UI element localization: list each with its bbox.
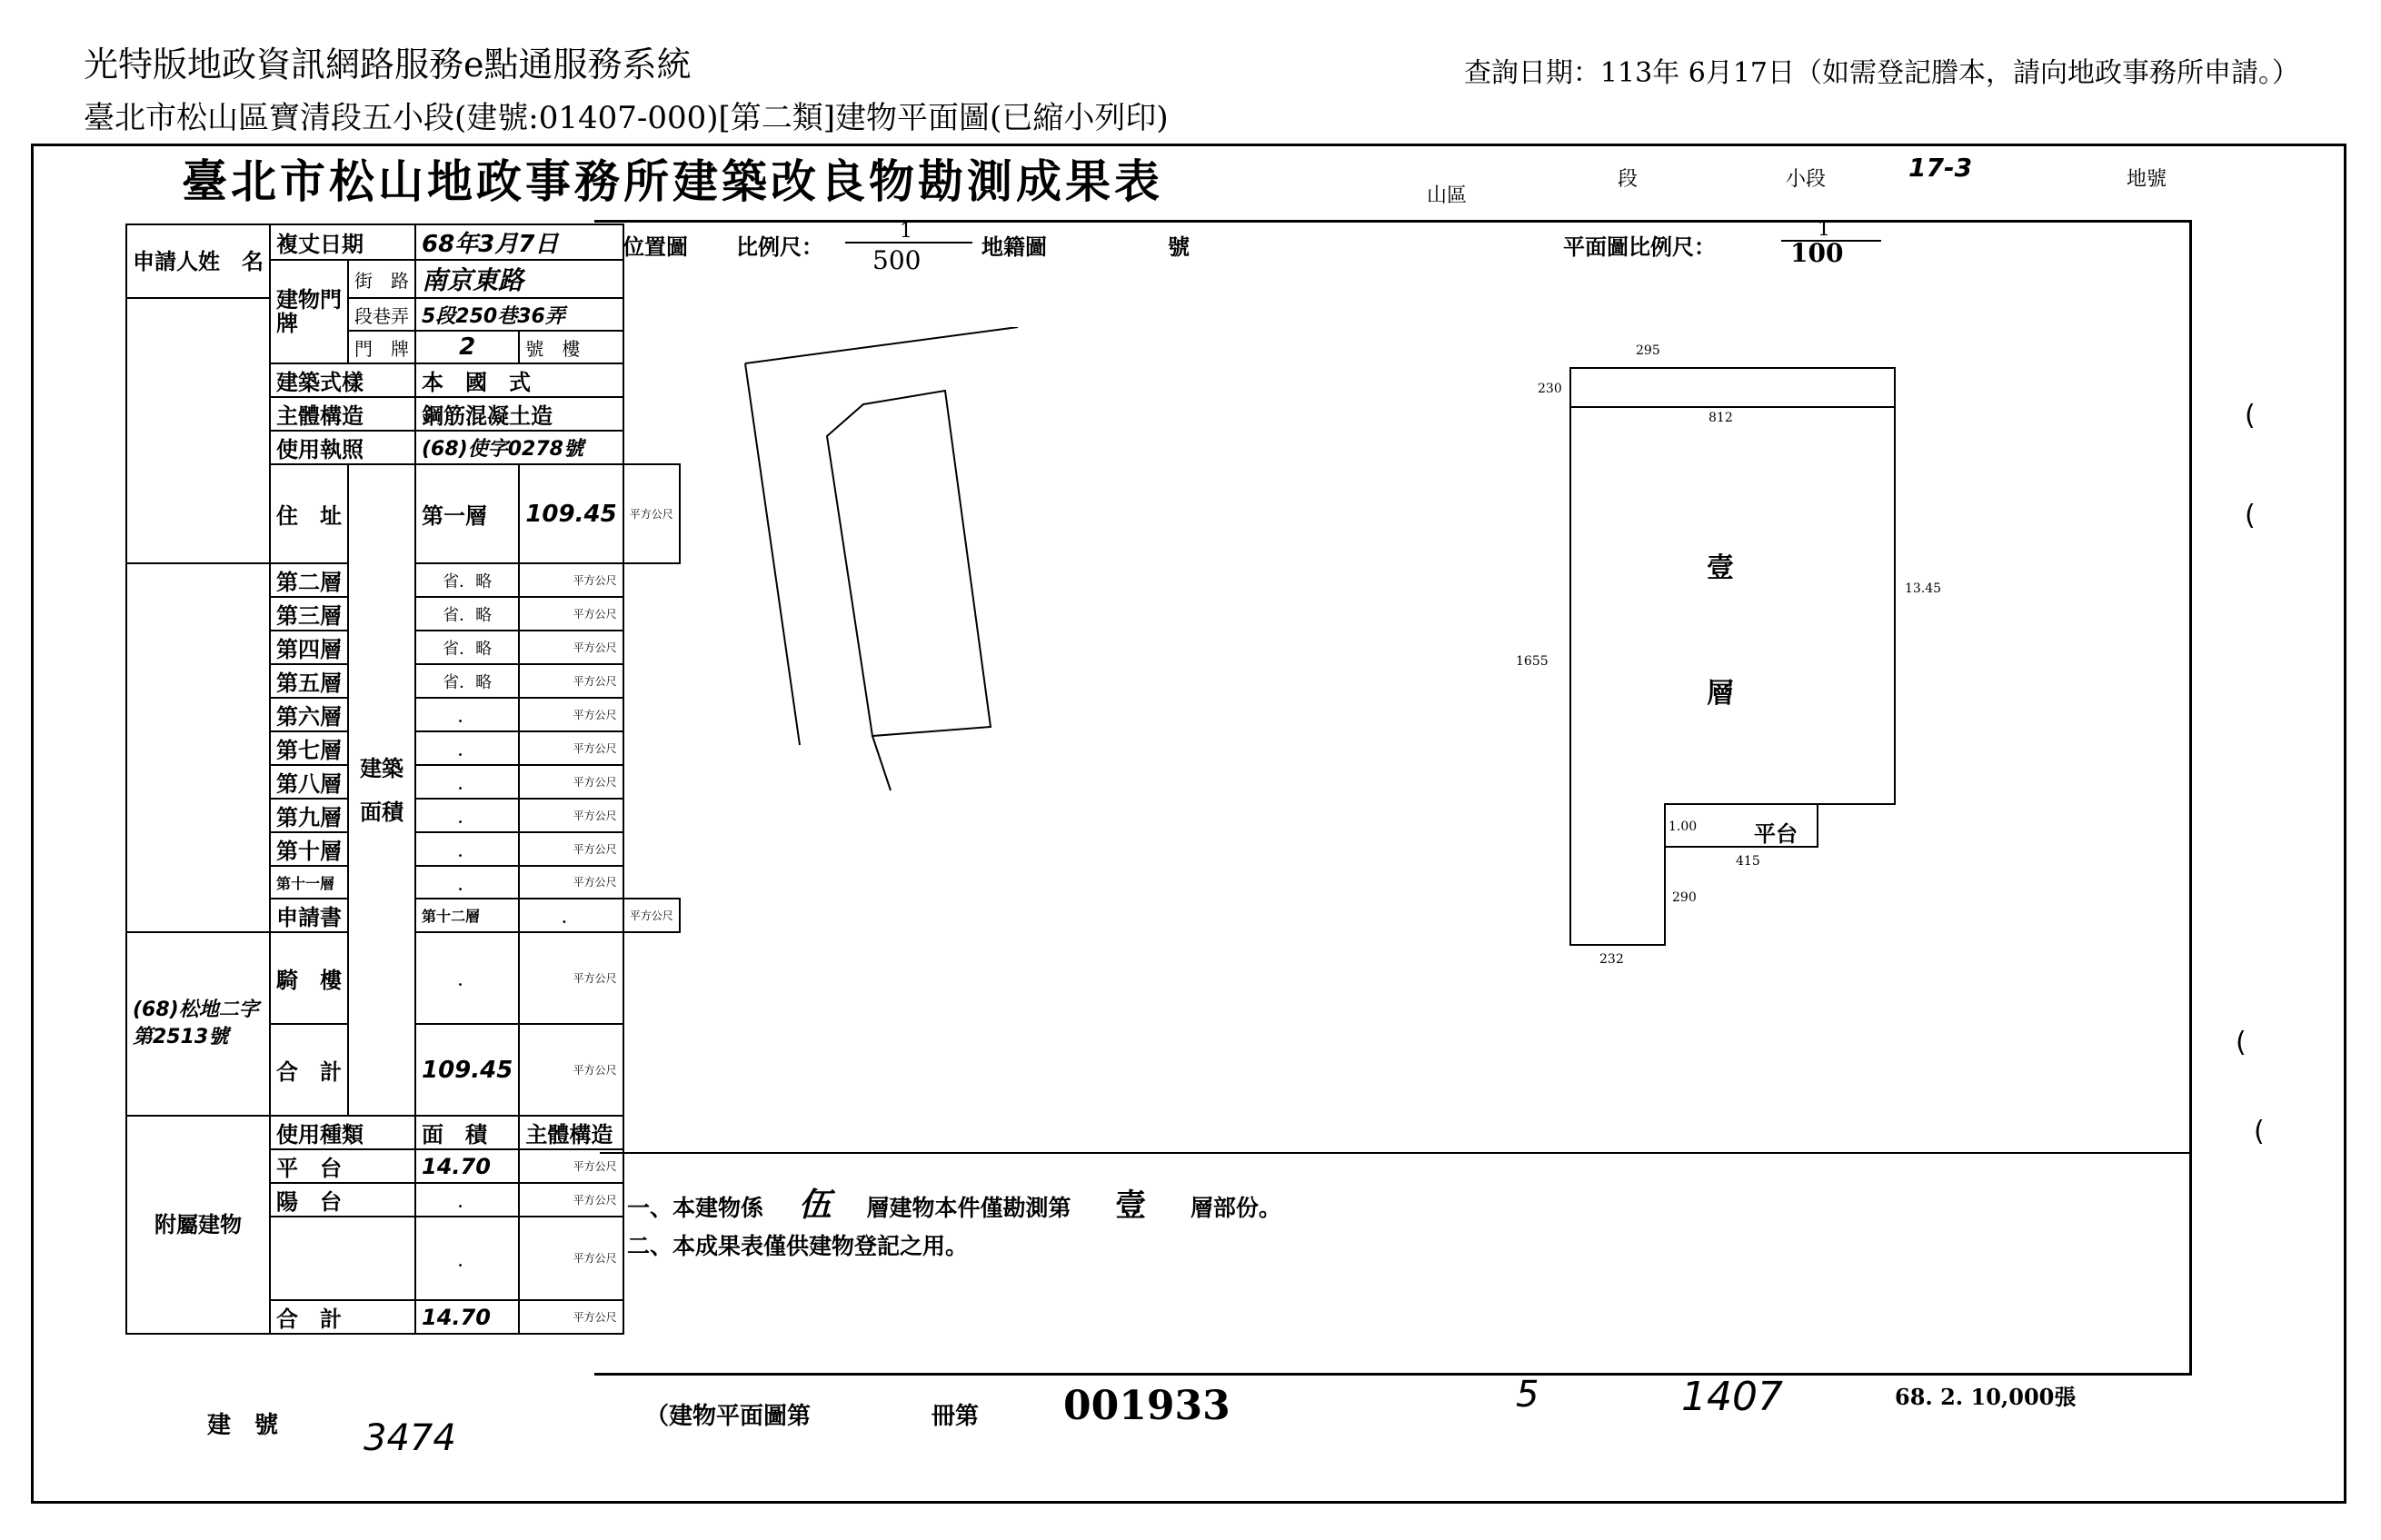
floor-1-label: 第一層 xyxy=(415,464,519,563)
location-scale-label: 比例尺： xyxy=(736,233,823,260)
area-label: 建築面積 xyxy=(348,464,415,1116)
note-1-floors: 伍 xyxy=(798,1187,832,1224)
survey-table: 申請人姓 名 複丈日期 68年3月7日 建物門牌 街 路 南京東路 段巷弄 5段250巷36弄 門 牌 2 號 樓 建築式樣 本 國 式 主體構造 鋼筋混凝土造 使用執照 (68)使字0278號 住 址 建築面積 第一層 109.45 平方公尺 第二層 省．略 平方公尺 第三層 省．略 平方公尺 第四層 省．略 平方公尺 第五層 省．略 平方公尺 第六層 ． 平方公尺 第七層 ． 平方公尺 第八層 ． 平方公尺 第九層 ． 平方公尺 第十層 ． 平方公尺 第十一層 ． 平方公尺 申請書 第十二層 ． 平方公尺 (68)松地二字第2513號 騎 樓 ． 平方公尺 合 計 109.45 平方公尺 附屬建物 使用種類 面 積 主體構造 平 台 14.70 平方公尺 陽 台 ． 平方公尺 ． 平方公尺 合 計 14.70 平方公尺 xyxy=(125,224,681,1335)
floor-5-unit: 平方公尺 xyxy=(519,664,623,698)
floor-3-label: 第三層 xyxy=(270,597,348,631)
floor-11-unit: 平方公尺 xyxy=(519,866,623,899)
margin-mark: ( xyxy=(2254,1116,2265,1148)
hand-mark-1: 5 xyxy=(1516,1374,1539,1416)
floor-10-area: ． xyxy=(415,832,519,866)
plan-dim-top: 295 xyxy=(1636,343,1660,358)
permit-value: (68)使字0278號 xyxy=(415,431,623,464)
plan-dim-inner: 812 xyxy=(1709,411,1733,425)
total-unit: 平方公尺 xyxy=(519,1024,623,1116)
plan-dim-left: 1655 xyxy=(1516,654,1549,669)
book-label: 冊第 xyxy=(931,1403,980,1430)
floor-3-unit: 平方公尺 xyxy=(519,597,623,631)
survey-date: 68年3月7日 xyxy=(415,224,623,260)
style-label: 建築式樣 xyxy=(270,363,415,397)
floor-5-area: 省．略 xyxy=(415,664,519,698)
door-no-label: 門 牌 xyxy=(348,331,415,363)
lot-number-hand: 17-3 xyxy=(1908,153,1973,183)
document-description: 臺北市松山區寶清段五小段(建號:01407-000)[第二類]建物平面圖(已縮小列印) xyxy=(84,100,1169,136)
floor-8-unit: 平方公尺 xyxy=(519,765,623,799)
floor-6-label: 第六層 xyxy=(270,698,348,731)
address-cell xyxy=(126,563,270,932)
lane-label: 段巷弄 xyxy=(348,298,415,331)
road-label: 街 路 xyxy=(348,260,415,298)
annex-total-area: 14.70 xyxy=(415,1300,519,1334)
arcade-unit: 平方公尺 xyxy=(519,932,623,1024)
floor-unit: 樓 xyxy=(562,337,581,360)
location-map-label: 位置圖 xyxy=(623,233,688,260)
note-1-suffix: 層部份。 xyxy=(1190,1195,1281,1221)
lot-label: 地號 xyxy=(2127,168,2167,191)
floor-4-unit: 平方公尺 xyxy=(519,631,623,664)
application-label: 申請書 xyxy=(270,899,348,932)
door-label: 建物門牌 xyxy=(270,260,348,363)
total-area: 109.45 xyxy=(415,1024,519,1116)
plan-ref-label: （建物平面圖第 xyxy=(645,1403,812,1430)
floor-10-label: 第十層 xyxy=(270,832,348,866)
form-title: 臺北市松山地政事務所建築改良物勘測成果表 xyxy=(182,154,1163,208)
annex-row-2-unit: 平方公尺 xyxy=(519,1183,623,1217)
applicant-name-cell xyxy=(126,298,270,563)
floor-2-area: 省．略 xyxy=(415,563,519,597)
location-scale-den: 500 xyxy=(872,245,922,275)
margin-mark: ( xyxy=(2245,400,2256,432)
floor-12-label: 第十二層 xyxy=(415,899,519,932)
floor-4-label: 第四層 xyxy=(270,631,348,664)
plan-scale-label: 平面圖比例尺： xyxy=(1563,233,1716,260)
floor-12-area: ． xyxy=(519,899,623,932)
arcade-label: 騎 樓 xyxy=(270,932,348,1024)
door-no: 2 xyxy=(415,331,519,363)
floor-11-area: ． xyxy=(415,866,519,899)
floor-11-label: 第十一層 xyxy=(270,866,348,899)
floor-10-unit: 平方公尺 xyxy=(519,832,623,866)
applicant-label: 申請人姓 名 xyxy=(126,224,270,298)
note-1-prefix: 一、本建物係 xyxy=(627,1195,764,1221)
survey-date-label: 複丈日期 xyxy=(270,224,415,260)
floor-2-unit: 平方公尺 xyxy=(519,563,623,597)
floor-2-label: 第二層 xyxy=(270,563,348,597)
plan-dim-stem: 290 xyxy=(1672,890,1697,905)
annex-struct-header: 主體構造 xyxy=(519,1116,623,1149)
floor-9-label: 第九層 xyxy=(270,799,348,832)
annex-area-header: 面 積 xyxy=(415,1116,519,1149)
annex-label: 附屬建物 xyxy=(126,1116,270,1334)
door-no-unit: 號 xyxy=(525,337,544,360)
floor-1-area: 109.45 xyxy=(519,464,623,563)
floor-12-unit: 平方公尺 xyxy=(623,899,680,932)
notes-divider xyxy=(600,1152,2190,1154)
floor-9-area: ． xyxy=(415,799,519,832)
note-2: 二、本成果表僅供建物登記之用。 xyxy=(627,1233,969,1259)
structure-value: 鋼筋混凝土造 xyxy=(415,397,623,431)
floor-7-unit: 平方公尺 xyxy=(519,731,623,765)
plan-dim-right: 13.45 xyxy=(1905,581,1942,596)
plan-dim-left-top: 230 xyxy=(1538,382,1562,396)
annex-row-1-use: 平 台 xyxy=(270,1149,415,1183)
subsection-label: 小段 xyxy=(1786,168,1827,191)
plan-dim-bottom: 232 xyxy=(1599,952,1624,967)
print-note: 68. 2. 10,000張 xyxy=(1895,1384,2077,1410)
annex-row-2-use: 陽 台 xyxy=(270,1183,415,1217)
note-1-mid: 層建物本件僅勘測第 xyxy=(866,1195,1071,1221)
cadastral-no-label: 號 xyxy=(1168,233,1190,260)
district-label: 山區 xyxy=(1427,184,1468,207)
plan-dim-platform-left: 1.00 xyxy=(1669,820,1698,834)
system-name: 光特版地政資訊網路服務e點通服務系統 xyxy=(84,45,692,84)
query-date: 查詢日期：113年 6月17日（如需登記謄本，請向地政事務所申請。） xyxy=(1463,57,2299,89)
floor-7-label: 第七層 xyxy=(270,731,348,765)
application-number: (68)松地二字第2513號 xyxy=(126,932,270,1116)
plan-scale-num: 1 xyxy=(1818,218,1830,241)
floor-3-area: 省．略 xyxy=(415,597,519,631)
floor-7-area: ． xyxy=(415,731,519,765)
plan-scale-den: 100 xyxy=(1790,238,1844,268)
book-number: 001933 xyxy=(1063,1383,1230,1429)
annex-row-1-unit: 平方公尺 xyxy=(519,1149,623,1183)
annex-total-unit: 平方公尺 xyxy=(519,1300,623,1334)
plan-dim-platform: 415 xyxy=(1736,854,1760,869)
floor-1-unit: 平方公尺 xyxy=(623,464,680,563)
road-name: 南京東路 xyxy=(415,260,623,298)
total-label: 合 計 xyxy=(270,1024,348,1116)
building-no-label: 建 號 xyxy=(207,1412,279,1439)
plan-floor-text-1: 壹 xyxy=(1707,552,1734,584)
note-1 xyxy=(627,1179,1281,1226)
building-no: 3474 xyxy=(364,1417,456,1459)
structure-label: 主體構造 xyxy=(270,397,415,431)
address-label: 住 址 xyxy=(270,464,348,563)
note-1-floor: 壹 xyxy=(1115,1187,1147,1224)
style-value: 本 國 式 xyxy=(415,363,623,397)
annex-use-header: 使用種類 xyxy=(270,1116,415,1149)
floor-8-area: ． xyxy=(415,765,519,799)
margin-mark: ( xyxy=(2236,1027,2247,1058)
section-label: 段 xyxy=(1618,168,1639,191)
floor-5-label: 第五層 xyxy=(270,664,348,698)
plan-platform-label: 平台 xyxy=(1754,820,1798,847)
hand-mark-2: 1407 xyxy=(1681,1374,1783,1420)
annex-row-1-area: 14.70 xyxy=(415,1149,519,1183)
location-scale-num: 1 xyxy=(900,220,912,243)
floor-6-unit: 平方公尺 xyxy=(519,698,623,731)
floor-6-area: ． xyxy=(415,698,519,731)
lane-value: 5段250巷36弄 xyxy=(415,298,623,331)
floor-8-label: 第八層 xyxy=(270,765,348,799)
annex-row-3-unit: 平方公尺 xyxy=(519,1217,623,1300)
location-scale-line xyxy=(845,242,972,243)
permit-label: 使用執照 xyxy=(270,431,415,464)
location-map-drawing xyxy=(727,327,1236,800)
plan-floor-text-2: 層 xyxy=(1707,678,1734,710)
margin-mark: ( xyxy=(2245,500,2256,532)
annex-total-label: 合 計 xyxy=(270,1300,415,1334)
floor-4-area: 省．略 xyxy=(415,631,519,664)
floor-plan-drawing xyxy=(1509,345,1945,981)
floor-9-unit: 平方公尺 xyxy=(519,799,623,832)
cadastral-map-label: 地籍圖 xyxy=(981,233,1047,260)
